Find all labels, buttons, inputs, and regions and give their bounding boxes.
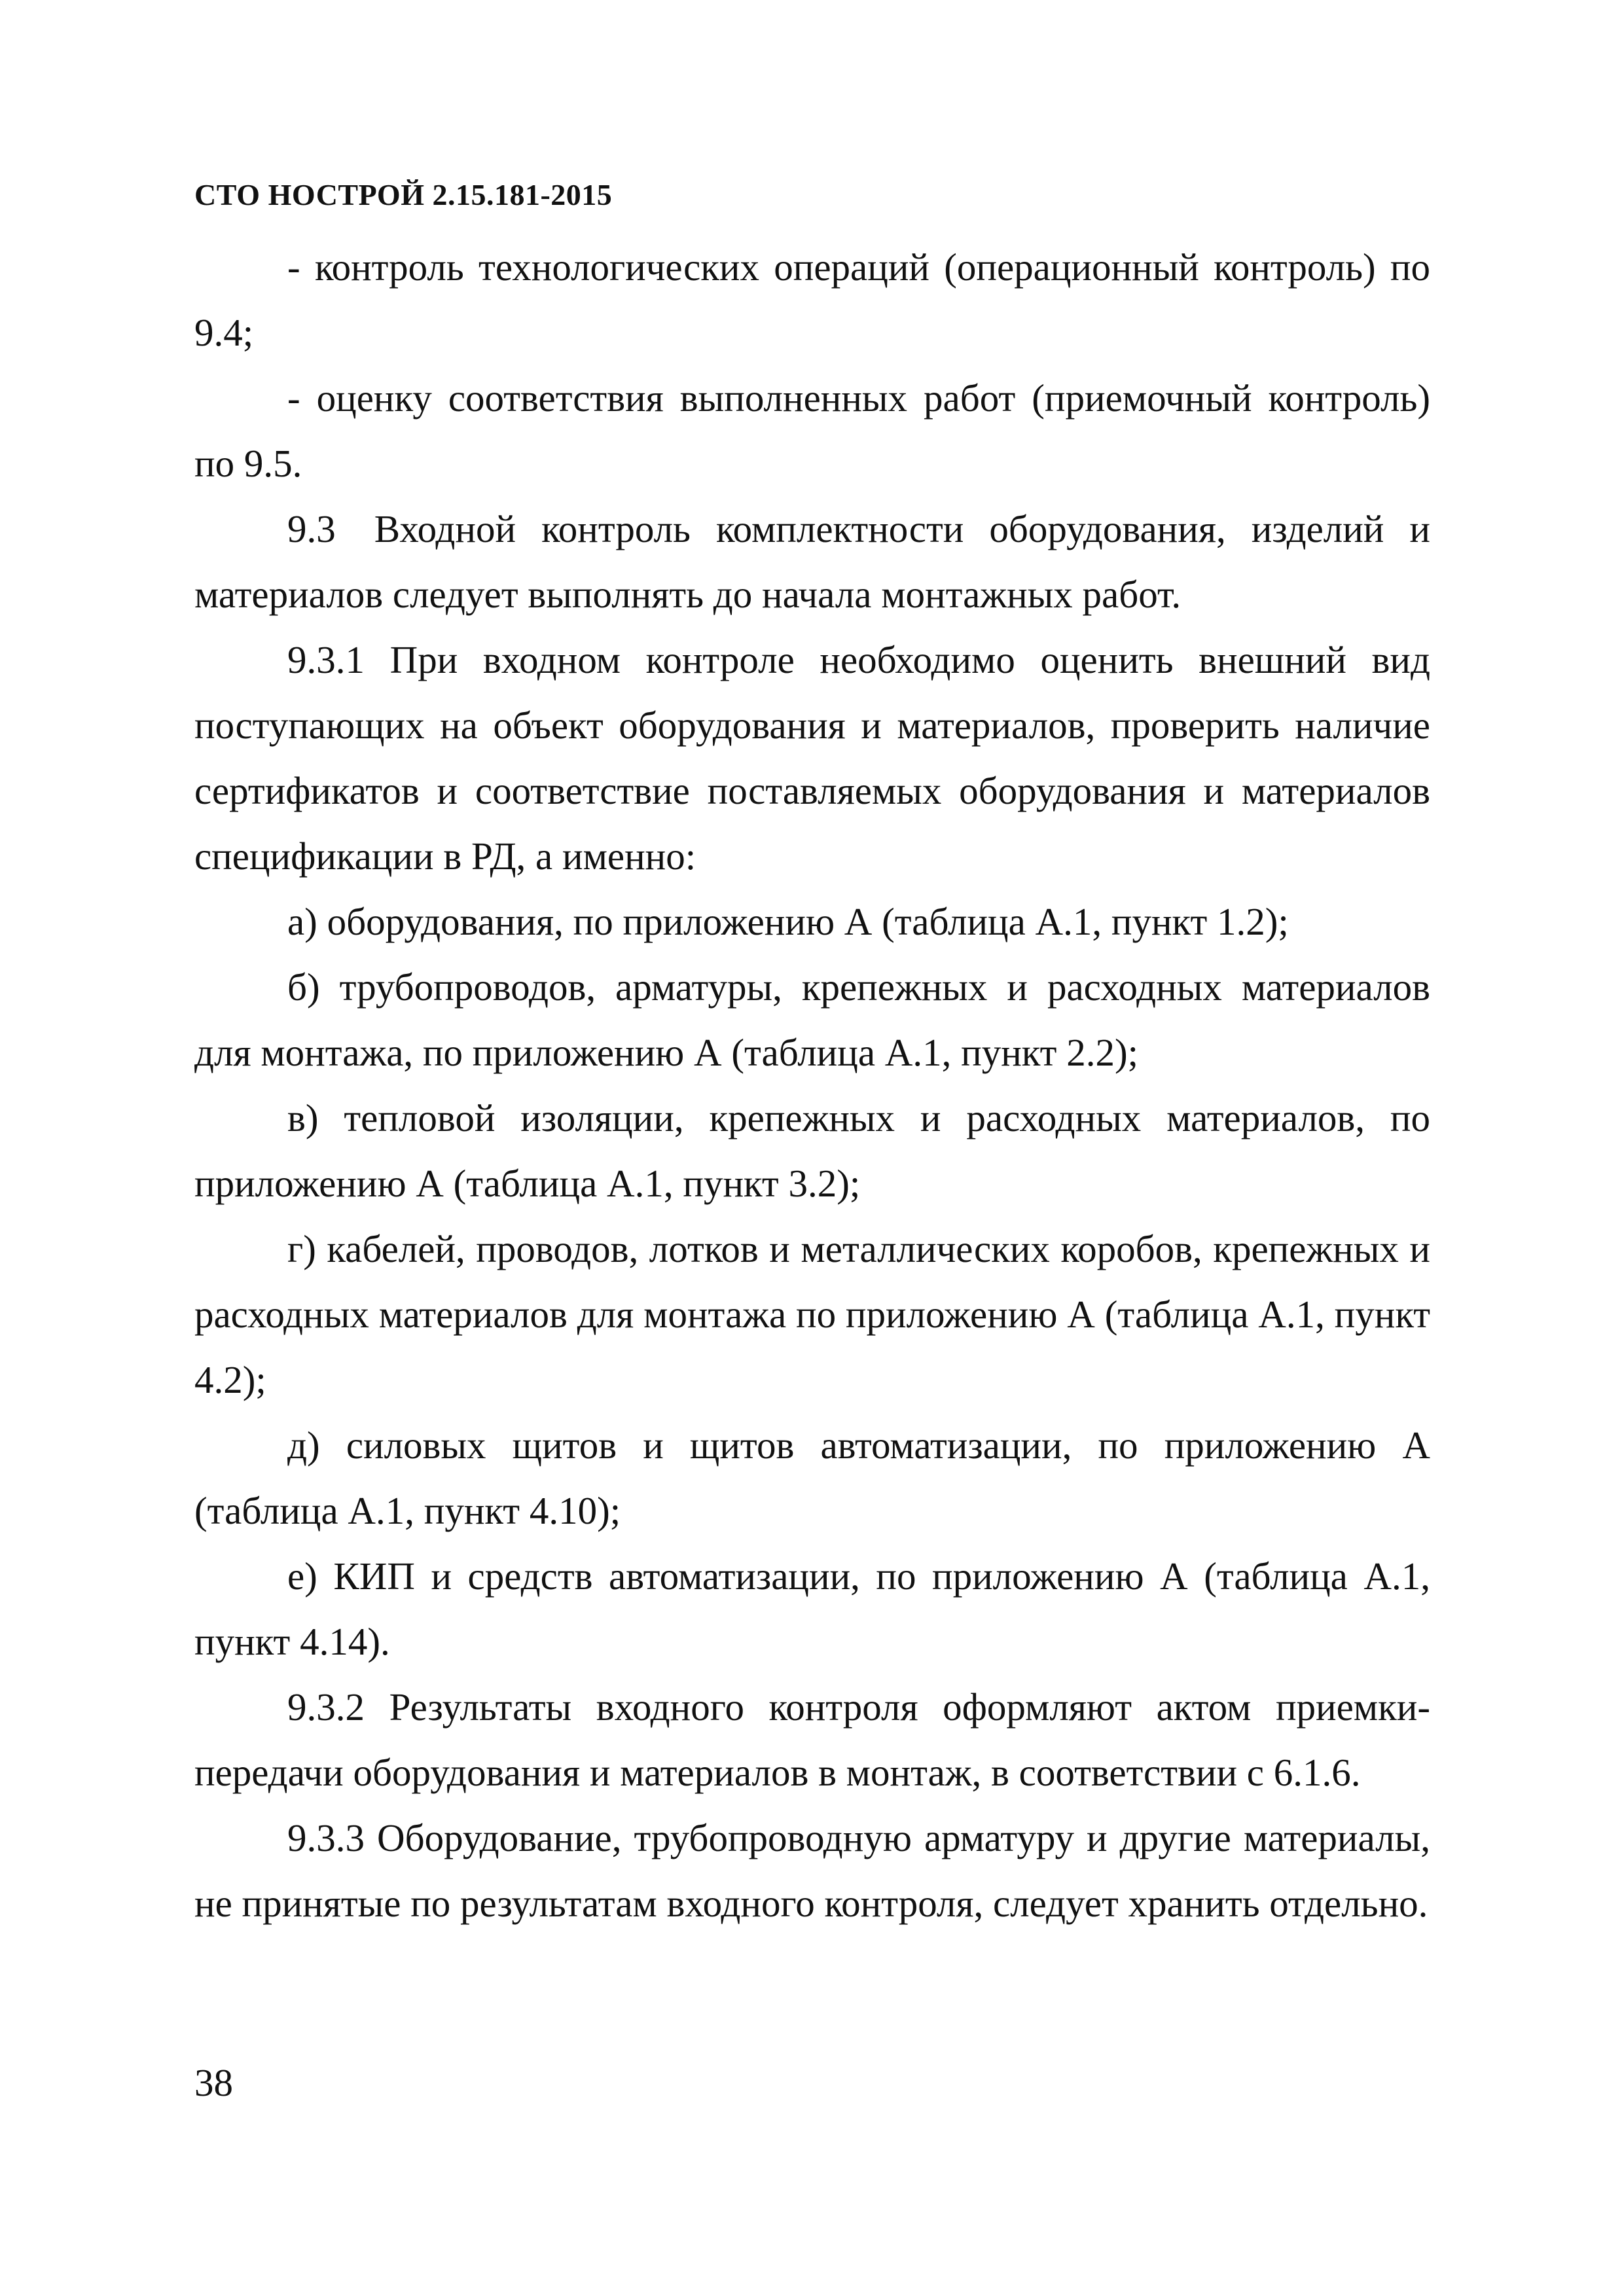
paragraph-9-3-2: 9.3.2 Результаты входного контроля оформляют актом приемки-передачи оборудования и материалов в монтаж, в соответствии с 6.1.6. [194,1685,1430,1794]
document-body [194,234,1430,1936]
paragraph-9-3-3: 9.3.3 Оборудование, трубопроводную арматуру и другие материалы, не принятые по результатам входного контроля, следует хранить отдельно. [194,1816,1430,1925]
list-item-g: г) кабелей, проводов, лотков и металлических коробов, крепежных и расходных материалов для монтажа по приложению А (таблица А.1, пункт 4.2); [194,1227,1430,1401]
paragraph-acceptance-control: - оценку соответствия выполненных работ (приемочный контроль) по 9.5. [194,376,1430,485]
paragraph-operational-control: - контроль технологических операций (операционный контроль) по 9.4; [194,245,1430,354]
list-item-v: в) тепловой изоляции, крепежных и расходных материалов, по приложению А (таблица А.1, пункт 3.2); [194,1096,1430,1205]
list-item-d: д) силовых щитов и щитов автоматизации, по приложению А (таблица А.1, пункт 4.10); [194,1424,1430,1532]
page-number: 38 [194,2061,233,2104]
list-item-a: а) оборудования, по приложению А (таблица А.1, пункт 1.2); [287,900,1289,943]
document-code-header: СТО НОСТРОЙ 2.15.181-2015 [194,178,613,211]
paragraph-9-3-1: 9.3.1 При входном контроле необходимо оценить внешний вид поступающих на объект оборудования и материалов, проверить наличие сертификатов и соответствие поставляемых оборудования и материалов спецификации в РД, а именно: [194,638,1430,878]
list-item-e: е) КИП и средств автоматизации, по приложению А (таблица А.1, пункт 4.14). [194,1554,1430,1663]
paragraph-9-3: 9.3 Входной контроль комплектности оборудования, изделий и материалов следует выполнять до начала монтажных работ. [194,507,1430,616]
list-item-b: б) трубопроводов, арматуры, крепежных и расходных материалов для монтажа, по приложению А (таблица А.1, пункт 2.2); [194,965,1430,1074]
